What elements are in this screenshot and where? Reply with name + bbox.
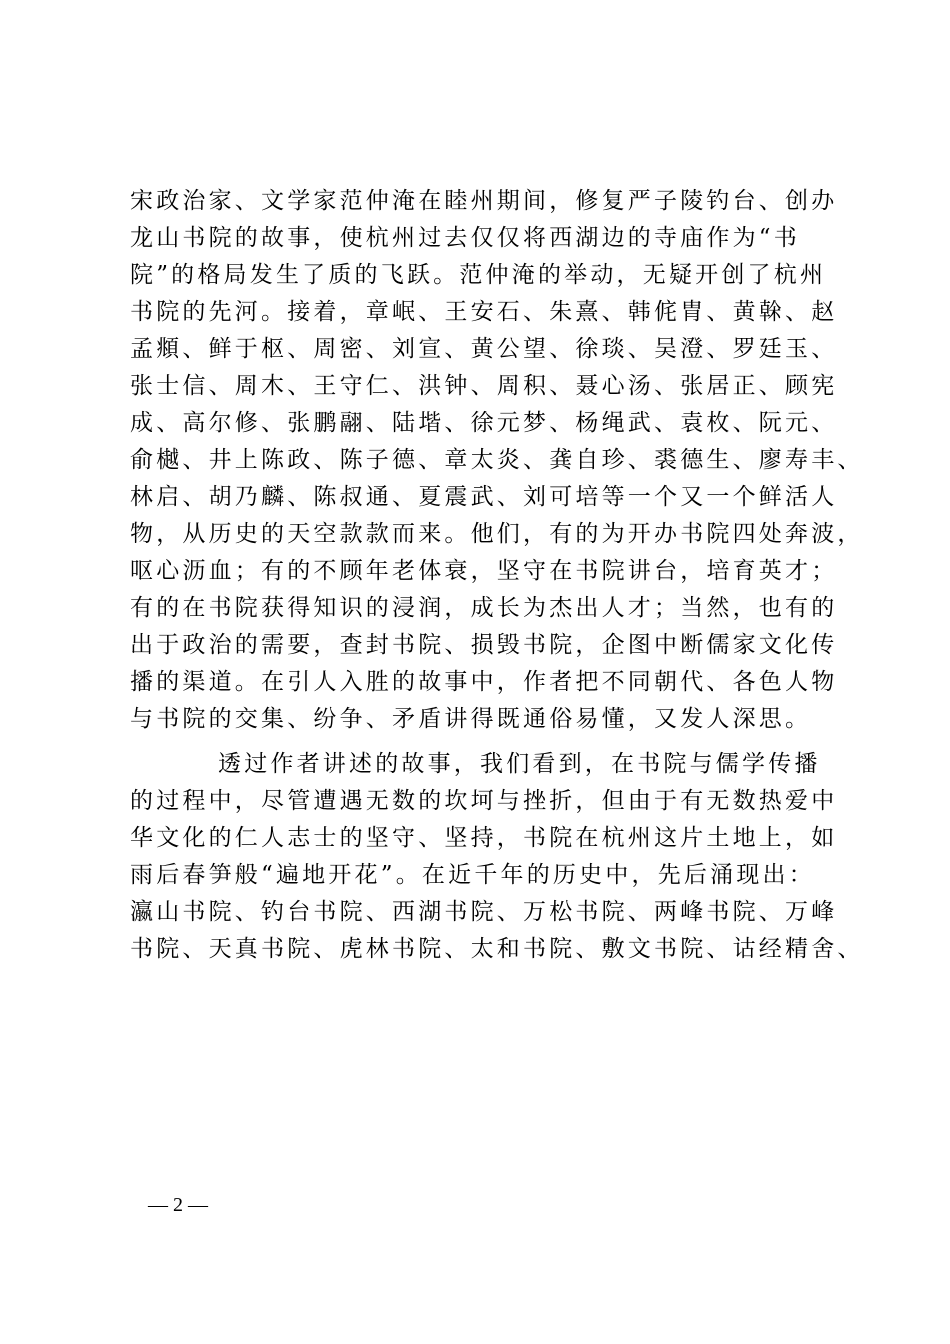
paragraph-1-line: 龙山书院的故事，使杭州过去仅仅将西湖边的寺庙作为“书 xyxy=(130,225,800,251)
paragraph-1-line: 有的在书院获得知识的浸润，成长为杰出人才；当然，也有的 xyxy=(130,595,838,621)
page-number: — 2 — xyxy=(148,1194,208,1216)
paragraph-1-line: 院”的格局发生了质的飞跃。范仲淹的举动，无疑开创了杭州 xyxy=(130,262,827,288)
paragraph-2-line: 的过程中，尽管遭遇无数的坎坷与挫折，但由于有无数热爱中 xyxy=(130,788,838,814)
paragraph-2-line: 书院、天真书院、虎林书院、太和书院、敷文书院、诂经精舍、 xyxy=(130,936,864,962)
paragraph-1-line: 播的渠道。在引人入胜的故事中，作者把不同朝代、各色人物 xyxy=(130,669,838,695)
paragraph-1-line: 林启、胡乃麟、陈叔通、夏震武、刘可培等一个又一个鲜活人 xyxy=(130,484,838,510)
paragraph-2-line: 透过作者讲述的故事，我们看到，在书院与儒学传播 xyxy=(218,751,821,777)
paragraph-1-line: 宋政治家、文学家范仲淹在睦州期间，修复严子陵钓台、创办 xyxy=(130,188,838,214)
paragraph-1-line: 俞樾、井上陈政、陈子德、章太炎、龚自珍、裘德生、廖寿丰、 xyxy=(130,447,864,473)
paragraph-1-line: 孟頫、鲜于枢、周密、刘宣、黄公望、徐琰、吴澄、罗廷玉、 xyxy=(130,336,838,362)
paragraph-1-line: 呕心沥血；有的不顾年老体衰，坚守在书院讲台，培育英才； xyxy=(130,558,838,584)
paragraph-2-line: 雨后春笋般“遍地开花”。在近千年的历史中，先后涌现出： xyxy=(130,862,815,888)
paragraph-1-line: 与书院的交集、纷争、矛盾讲得既通俗易懂，又发人深思。 xyxy=(130,706,812,732)
paragraph-1-line: 成、高尔修、张鹏翮、陆堦、徐元梦、杨绳武、袁枚、阮元、 xyxy=(130,410,838,436)
body-text xyxy=(130,183,864,968)
paragraph-1-line: 书院的先河。接着，章岷、王安石、朱熹、韩侂胄、黄榦、赵 xyxy=(130,299,838,325)
paragraph-1-line: 张士信、周木、王守仁、洪钟、周积、聂心汤、张居正、顾宪 xyxy=(130,373,838,399)
paragraph-1-line: 物，从历史的天空款款而来。他们，有的为开办书院四处奔波， xyxy=(130,521,864,547)
paragraph-2-line: 瀛山书院、钓台书院、西湖书院、万松书院、两峰书院、万峰 xyxy=(130,899,838,925)
paragraph-2-line: 华文化的仁人志士的坚守、坚持，书院在杭州这片土地上，如 xyxy=(130,825,838,851)
paragraph-1-line: 出于政治的需要，查封书院、损毁书院，企图中断儒家文化传 xyxy=(130,632,838,658)
